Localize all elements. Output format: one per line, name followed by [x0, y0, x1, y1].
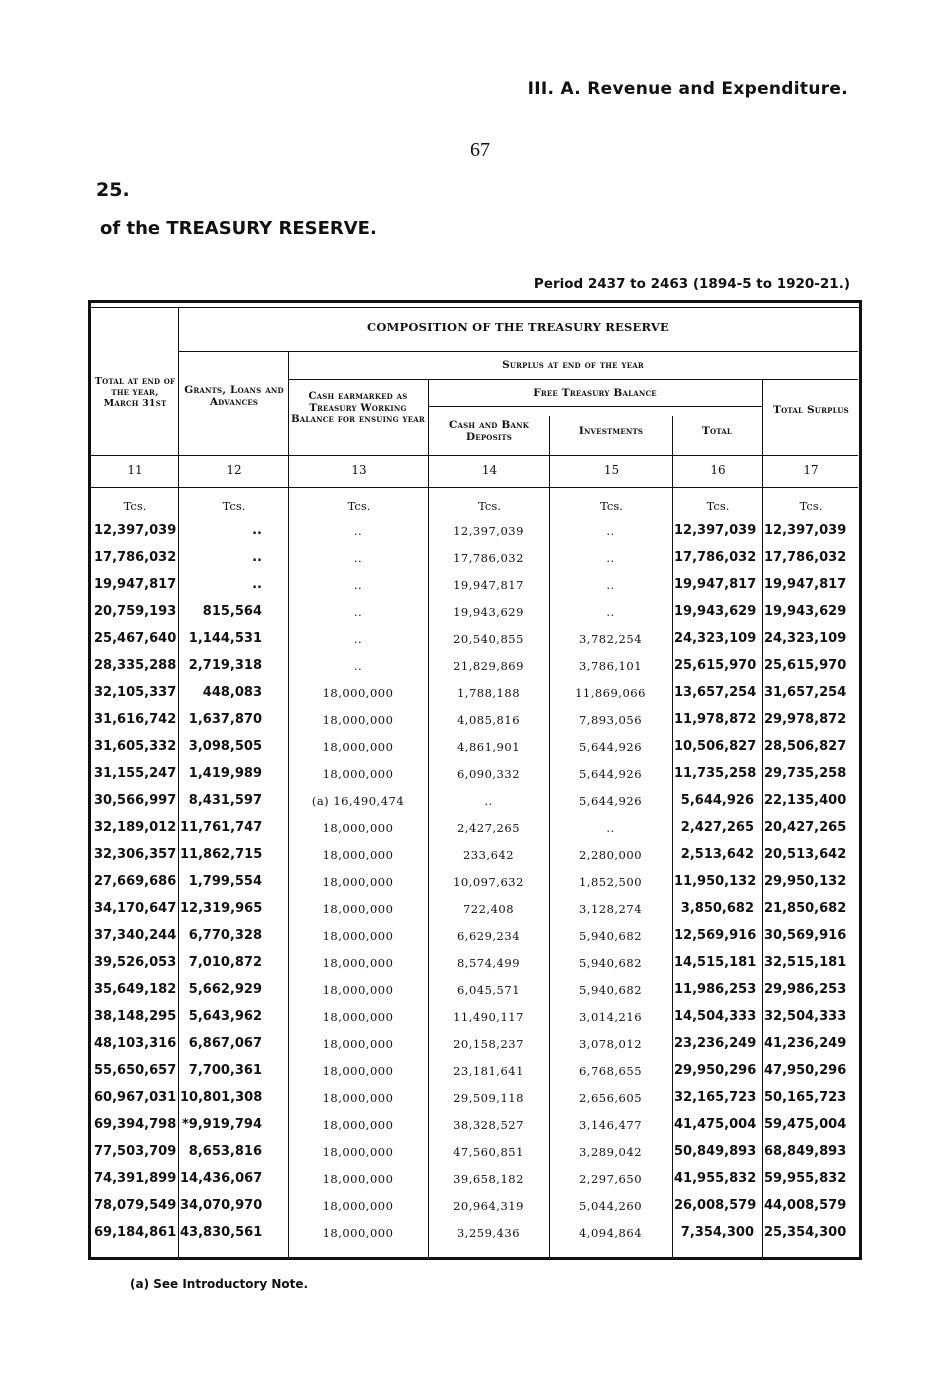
- table-cell: 44,008,579: [764, 1198, 847, 1213]
- table-double-rule: [91, 307, 859, 308]
- table-cell: 4,861,901: [456, 740, 521, 754]
- table-cell: 5,940,682: [578, 956, 643, 970]
- table-cell: 24,323,109: [674, 631, 757, 646]
- table-cell: 6,768,655: [578, 1064, 643, 1078]
- table-cell: 17,786,032: [764, 550, 847, 565]
- table-cell: 48,103,316: [94, 1036, 177, 1051]
- column-rule: [178, 308, 179, 1258]
- table-cell: 31,657,254: [764, 685, 847, 700]
- table-cell: 7,893,056: [578, 713, 643, 727]
- table-cell: 11,761,747: [180, 820, 263, 835]
- page-number: 67: [470, 139, 490, 161]
- table-cell: 4,094,864: [578, 1226, 643, 1240]
- table-cell: 1,419,989: [188, 766, 262, 781]
- table-cell: 21,829,869: [453, 659, 524, 673]
- column-number: 13: [351, 463, 367, 477]
- table-cell: ..: [484, 794, 493, 808]
- header-rule: [178, 351, 858, 352]
- table-cell: 34,170,647: [94, 901, 177, 916]
- table-cell: 18,000,000: [322, 929, 394, 943]
- table-cell: 6,045,571: [456, 983, 521, 997]
- column-number: 11: [127, 463, 143, 477]
- table-cell: 20,513,642: [764, 847, 847, 862]
- surplus-header: Surplus at end of the year: [502, 359, 644, 371]
- table-cell: 18,000,000: [322, 902, 394, 916]
- table-cell: 1,852,500: [578, 875, 643, 889]
- table-cell: 3,078,012: [578, 1037, 643, 1051]
- table-cell: 38,328,527: [453, 1118, 524, 1132]
- table-cell: 11,862,715: [180, 847, 263, 862]
- table-cell: 14,515,181: [674, 955, 757, 970]
- table-cell: 11,490,117: [453, 1010, 524, 1024]
- table-cell: 25,615,970: [764, 658, 847, 673]
- table-cell: 18,000,000: [322, 767, 394, 781]
- table-cell: 39,658,182: [453, 1172, 524, 1186]
- table-cell: ..: [606, 821, 615, 835]
- table-cell: 19,947,817: [453, 578, 524, 592]
- table-cell: 10,506,827: [674, 739, 757, 754]
- table-cell: 37,340,244: [94, 928, 177, 943]
- period-label: Period 2437 to 2463 (1894-5 to 1920-21.): [533, 276, 850, 292]
- table-cell: 38,148,295: [94, 1009, 177, 1024]
- table-cell: 5,644,926: [578, 794, 643, 808]
- table-cell: 12,397,039: [764, 523, 847, 538]
- table-cell: ..: [606, 524, 615, 538]
- col-header-total-end-of-year: Total at end of the year, March 31st: [94, 376, 176, 409]
- table-cell: 32,105,337: [94, 685, 177, 700]
- table-cell: 27,669,686: [94, 874, 177, 889]
- table-cell: 18,000,000: [322, 848, 394, 862]
- col-header-cash-earmarked: Cash earmarked as Treasury Working Balance for ensuing year: [291, 391, 425, 425]
- unit-label: Tcs.: [123, 499, 147, 513]
- table-cell: 20,964,319: [453, 1199, 524, 1213]
- table-cell: 18,000,000: [322, 821, 394, 835]
- table-cell: 3,289,042: [578, 1145, 643, 1159]
- table-cell: 18,000,000: [322, 1010, 394, 1024]
- column-number: 14: [481, 463, 498, 477]
- table-cell: 19,947,817: [94, 577, 177, 592]
- table-number: 25.: [96, 179, 130, 201]
- table-cell: 19,943,629: [453, 605, 524, 619]
- table-cell: 78,079,549: [94, 1198, 177, 1213]
- table-cell: 17,786,032: [674, 550, 757, 565]
- unit-label: Tcs.: [347, 499, 371, 513]
- table-cell: 25,615,970: [674, 658, 757, 673]
- table-cell: 18,000,000: [322, 1064, 394, 1078]
- col-header-cash-bank-deposits: Cash and Bank Deposits: [448, 419, 530, 443]
- table-cell: 18,000,000: [322, 956, 394, 970]
- table-cell: 6,867,067: [188, 1036, 262, 1051]
- table-cell: 50,849,893: [674, 1144, 757, 1159]
- table-cell: 18,000,000: [322, 1145, 394, 1159]
- table-cell: 69,184,861: [94, 1225, 177, 1240]
- table-cell: 28,506,827: [764, 739, 847, 754]
- table-cell: 13,657,254: [674, 685, 757, 700]
- table-cell: ..: [353, 659, 363, 673]
- table-cell: 11,950,132: [674, 874, 757, 889]
- table-cell: 32,189,012: [94, 820, 177, 835]
- table-cell: 23,181,641: [453, 1064, 524, 1078]
- table-cell: 31,605,332: [94, 739, 177, 754]
- table-cell: 1,799,554: [188, 874, 262, 889]
- table-cell: 2,280,000: [578, 848, 643, 862]
- table-cell: 18,000,000: [322, 1199, 394, 1213]
- table-cell: 18,000,000: [322, 686, 394, 700]
- table-cell: 12,569,916: [674, 928, 757, 943]
- table-cell: 29,509,118: [453, 1091, 524, 1105]
- table-cell: 12,397,039: [453, 524, 524, 538]
- col-header-investments: Investments: [578, 425, 644, 437]
- table-cell: 28,335,288: [94, 658, 177, 673]
- table-cell: ..: [353, 605, 363, 619]
- header-rule: [288, 379, 858, 380]
- table-title: of the TREASURY RESERVE.: [100, 218, 377, 239]
- table-cell: 6,629,234: [456, 929, 521, 943]
- table-cell: *9,919,794: [182, 1117, 262, 1132]
- table-cell: 29,978,872: [764, 712, 847, 727]
- table-cell: 18,000,000: [322, 1037, 394, 1051]
- table-cell: 3,128,274: [578, 902, 643, 916]
- table-cell: 18,000,000: [322, 875, 394, 889]
- table-cell: 59,475,004: [764, 1117, 847, 1132]
- column-rule: [549, 416, 550, 1258]
- table-cell: 8,653,816: [188, 1144, 262, 1159]
- column-rule: [762, 380, 763, 1258]
- column-number: 15: [603, 463, 620, 477]
- table-cell: 722,408: [462, 902, 515, 916]
- table-cell: 3,014,216: [578, 1010, 643, 1024]
- table-cell: 59,955,832: [764, 1171, 847, 1186]
- table-cell: 22,135,400: [764, 793, 847, 808]
- table-cell: 31,616,742: [94, 712, 177, 727]
- table-cell: 3,850,682: [680, 901, 754, 916]
- table-cell: 8,431,597: [188, 793, 262, 808]
- table-cell: 5,644,926: [578, 767, 643, 781]
- table-cell: 7,354,300: [680, 1225, 754, 1240]
- table-cell: 5,662,929: [188, 982, 262, 997]
- table-cell: 23,236,249: [674, 1036, 757, 1051]
- table-cell: 11,986,253: [674, 982, 757, 997]
- table-cell: 10,097,632: [453, 875, 524, 889]
- table-cell: 18,000,000: [322, 983, 394, 997]
- table-cell: 3,098,505: [188, 739, 262, 754]
- table-cell: 24,323,109: [764, 631, 847, 646]
- table-cell: 29,986,253: [764, 982, 847, 997]
- table-cell: ..: [353, 524, 363, 538]
- table-cell: 68,849,893: [764, 1144, 847, 1159]
- table-cell: 1,788,188: [456, 686, 521, 700]
- table-cell: 14,436,067: [180, 1171, 263, 1186]
- table-cell: 50,165,723: [764, 1090, 847, 1105]
- header-rule: [91, 487, 858, 488]
- table-cell: 74,391,899: [94, 1171, 177, 1186]
- unit-label: Tcs.: [600, 499, 623, 513]
- table-cell: ..: [252, 523, 262, 538]
- column-number: 17: [803, 463, 819, 477]
- header-rule: [428, 406, 762, 407]
- unit-label: Tcs.: [222, 499, 246, 513]
- table-cell: 12,397,039: [94, 523, 177, 538]
- table-cell: ..: [353, 632, 363, 646]
- table-cell: 19,943,629: [764, 604, 847, 619]
- table-cell: 1,637,870: [188, 712, 262, 727]
- table-cell: 77,503,709: [94, 1144, 177, 1159]
- composition-header: COMPOSITION OF THE TREASURY RESERVE: [367, 320, 669, 334]
- table-cell: ..: [606, 551, 615, 565]
- footnote: (a) See Introductory Note.: [130, 1277, 309, 1291]
- unit-label: Tcs.: [706, 499, 730, 513]
- table-cell: 8,574,499: [456, 956, 521, 970]
- col-header-total: Total: [701, 425, 733, 437]
- table-cell: 5,644,926: [578, 740, 643, 754]
- table-cell: ..: [353, 551, 363, 565]
- table-cell: 32,165,723: [674, 1090, 757, 1105]
- table-cell: 20,427,265: [764, 820, 847, 835]
- table-cell: 6,090,332: [456, 767, 521, 781]
- table-cell: 18,000,000: [322, 1091, 394, 1105]
- table-cell: 20,158,237: [453, 1037, 524, 1051]
- table-cell: 233,642: [462, 848, 515, 862]
- table-cell: 2,656,605: [578, 1091, 643, 1105]
- table-cell: 12,397,039: [674, 523, 757, 538]
- table-cell: 18,000,000: [322, 1172, 394, 1186]
- table-cell: 29,950,132: [764, 874, 847, 889]
- table-cell: 3,146,477: [578, 1118, 643, 1132]
- table-cell: 19,947,817: [674, 577, 757, 592]
- column-rule: [672, 416, 673, 1258]
- table-cell: 3,786,101: [578, 659, 643, 673]
- table-cell: ..: [252, 577, 262, 592]
- table-cell: 12,319,965: [180, 901, 263, 916]
- table-cell: 30,566,997: [94, 793, 177, 808]
- table-cell: 5,044,260: [578, 1199, 643, 1213]
- table-cell: 25,467,640: [94, 631, 177, 646]
- table-cell: 11,735,258: [674, 766, 757, 781]
- table-cell: 5,940,682: [578, 929, 643, 943]
- table-cell: 17,786,032: [453, 551, 524, 565]
- table-cell: 10,801,308: [180, 1090, 263, 1105]
- column-number: 12: [226, 463, 242, 477]
- table-cell: 29,735,258: [764, 766, 847, 781]
- table-cell: 20,759,193: [94, 604, 177, 619]
- table-cell: ..: [606, 605, 615, 619]
- table-cell: 2,427,265: [456, 821, 521, 835]
- table-cell: 3,259,436: [456, 1226, 521, 1240]
- table-cell: 2,513,642: [680, 847, 754, 862]
- table-cell: 19,947,817: [764, 577, 847, 592]
- table-cell: 30,569,916: [764, 928, 847, 943]
- table-cell: 41,955,832: [674, 1171, 757, 1186]
- table-cell: 815,564: [202, 604, 262, 619]
- table-cell: 26,008,579: [674, 1198, 757, 1213]
- table-cell: 47,950,296: [764, 1063, 847, 1078]
- table-cell: 5,940,682: [578, 983, 643, 997]
- table-cell: 18,000,000: [322, 1118, 394, 1132]
- table-cell: (a) 16,490,474: [311, 794, 405, 808]
- table-cell: 2,297,650: [578, 1172, 643, 1186]
- table-cell: 43,830,561: [180, 1225, 263, 1240]
- table-cell: 6,770,328: [188, 928, 262, 943]
- table-cell: 14,504,333: [674, 1009, 757, 1024]
- table-cell: 69,394,798: [94, 1117, 177, 1132]
- table-cell: 39,526,053: [94, 955, 177, 970]
- free-balance-header: Free Treasury Balance: [533, 387, 657, 399]
- table-cell: 34,070,970: [180, 1198, 263, 1213]
- table-cell: 41,475,004: [674, 1117, 757, 1132]
- table-cell: ..: [606, 578, 615, 592]
- table-cell: 5,643,962: [188, 1009, 262, 1024]
- table-cell: 25,354,300: [764, 1225, 847, 1240]
- column-rule: [428, 380, 429, 1258]
- table-cell: 32,306,357: [94, 847, 177, 862]
- table-cell: 2,719,318: [188, 658, 262, 673]
- table-cell: 32,515,181: [764, 955, 847, 970]
- table-cell: 55,650,657: [94, 1063, 177, 1078]
- header-rule: [91, 455, 858, 456]
- table-cell: 18,000,000: [322, 713, 394, 727]
- table-cell: ..: [252, 550, 262, 565]
- table-cell: 20,540,855: [453, 632, 524, 646]
- col-header-total-surplus: Total Surplus: [773, 404, 849, 416]
- table-cell: 448,083: [202, 685, 262, 700]
- table-cell: 47,560,851: [453, 1145, 524, 1159]
- running-head: III. A. Revenue and Expenditure.: [527, 79, 848, 99]
- table-cell: 41,236,249: [764, 1036, 847, 1051]
- col-header-grants-loans: Grants, Loans and Advances: [184, 384, 284, 408]
- table-cell: 60,967,031: [94, 1090, 177, 1105]
- table-cell: 17,786,032: [94, 550, 177, 565]
- table-cell: ..: [353, 578, 363, 592]
- table-cell: 29,950,296: [674, 1063, 757, 1078]
- column-number: 16: [710, 463, 726, 477]
- table-cell: 2,427,265: [680, 820, 754, 835]
- table-cell: 35,649,182: [94, 982, 177, 997]
- table-cell: 19,943,629: [674, 604, 757, 619]
- table-cell: 18,000,000: [322, 740, 394, 754]
- table-cell: 7,700,361: [188, 1063, 262, 1078]
- table-cell: 32,504,333: [764, 1009, 847, 1024]
- table-cell: 21,850,682: [764, 901, 847, 916]
- table-cell: 31,155,247: [94, 766, 177, 781]
- table-cell: 18,000,000: [322, 1226, 394, 1240]
- unit-label: Tcs.: [799, 499, 823, 513]
- table-cell: 1,144,531: [188, 631, 262, 646]
- table-cell: 11,869,066: [575, 686, 646, 700]
- table-cell: 7,010,872: [188, 955, 262, 970]
- unit-label: Tcs.: [478, 499, 501, 513]
- table-cell: 3,782,254: [578, 632, 643, 646]
- table-cell: 11,978,872: [674, 712, 757, 727]
- table-cell: 5,644,926: [680, 793, 754, 808]
- table-cell: 4,085,816: [456, 713, 521, 727]
